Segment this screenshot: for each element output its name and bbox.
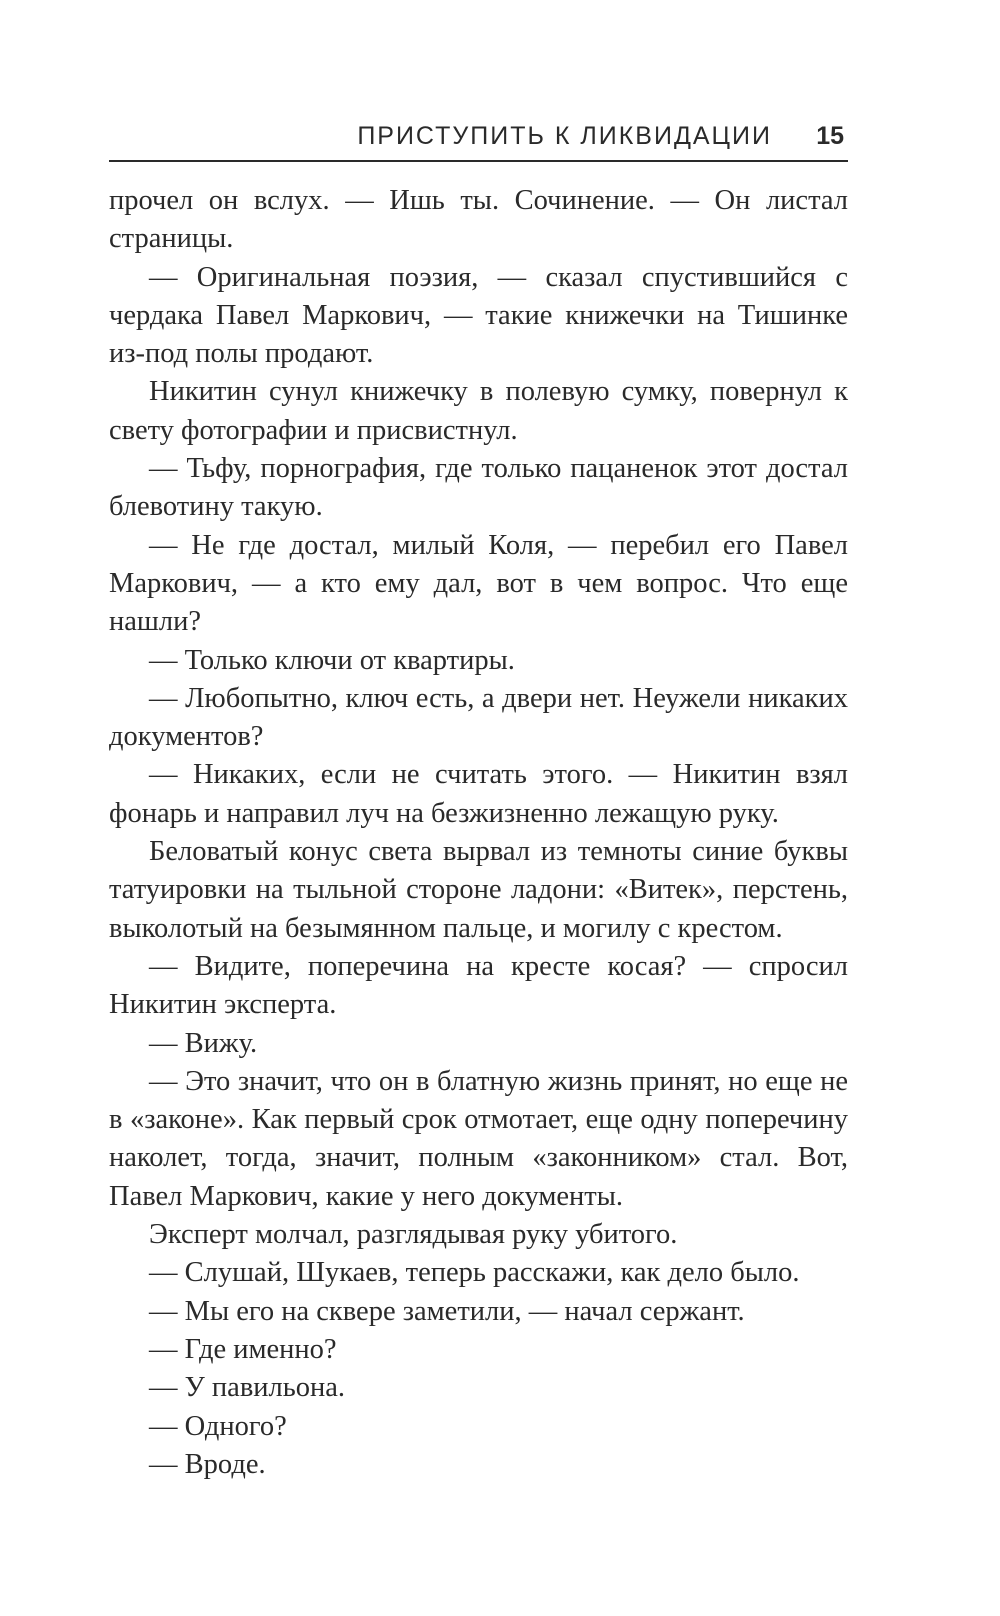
paragraph: Беловатый конус света вырвал из темноты синие буквы татуировки на тыльной стороне ладони: «Витек», перстень, выколотый на безымянном пальце, и могилу с крестом. xyxy=(109,836,848,944)
paragraph: прочел он вслух. — Ишь ты. Сочинение. — Он листал страницы. xyxy=(109,185,848,255)
paragraph: Никитин сунул книжечку в полевую сумку, повернул к свету фотографии и присвистнул. xyxy=(109,376,848,446)
paragraph: — Видите, поперечина на кресте косая? — спросил Никитин эксперта. xyxy=(109,950,848,1021)
paragraph: — Вроде. xyxy=(149,1448,266,1480)
paragraph: — Слушай, Шукаев, теперь расскажи, как дело было. xyxy=(149,1257,800,1289)
chapter-title: ПРИСТУПИТЬ К ЛИКВИДАЦИИ xyxy=(357,122,772,150)
paragraph: — Мы его на сквере заметили, — начал сержант. xyxy=(149,1295,745,1327)
paragraph: — Одного? xyxy=(149,1410,287,1442)
paragraph: — Где именно? xyxy=(149,1333,337,1365)
paragraph: — Только ключи от квартиры. xyxy=(149,644,515,676)
paragraph: — Тьфу, порнография, где только пацаненок этот достал блевотину такую. xyxy=(109,453,848,523)
paragraph: — Оригинальная поэзия, — сказал спустившийся с чердака Павел Маркович, — такие книжечки на Тишинке из-под полы продают. xyxy=(109,261,848,370)
paragraph: — Вижу. xyxy=(149,1027,258,1059)
paragraph: — Любопытно, ключ есть, а двери нет. Неужели никаких документов? xyxy=(109,682,848,753)
paragraph: — Никаких, если не считать этого. — Никитин взял фонарь и направил луч на безжизненно лежащую руку. xyxy=(109,759,848,829)
paragraph: — Это значит, что он в блатную жизнь принят, но еще не в «законе». Как первый срок отмотает, еще одну поперечину наколет, тогда, значит, полным «законником» стал. Вот, Павел Маркович, какие у него документы. xyxy=(109,1065,848,1212)
paragraph: — Не где достал, милый Коля, — перебил его Павел Маркович, — а кто ему дал, вот в чем вопрос. Что еще нашли? xyxy=(109,529,848,638)
paragraph: Эксперт молчал, разглядывая руку убитого. xyxy=(149,1219,678,1251)
paragraph: — У павильона. xyxy=(149,1372,346,1404)
running-header xyxy=(109,118,848,162)
page-body xyxy=(109,182,848,1484)
page-number: 15 xyxy=(816,122,844,150)
